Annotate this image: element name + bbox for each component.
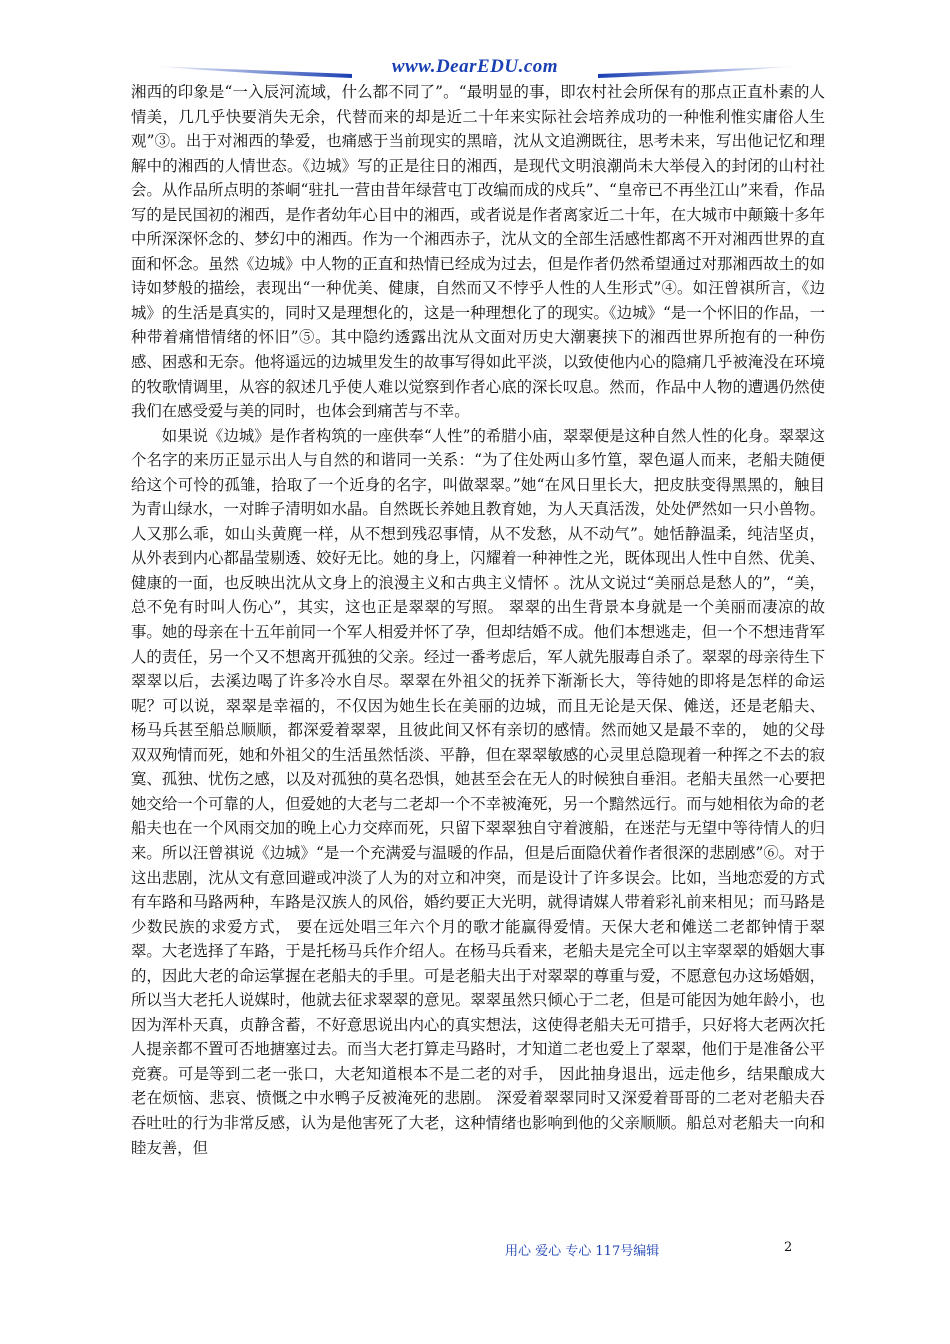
paragraph-2: 如果说《边城》是作者构筑的一座供奉“人性”的希腊小庙，翠翠便是这种自然人性的化身。翠翠这个名字的来历正显示出人与自然的和谐同一关系：“为了住处两山多竹篁，翠色逼人而来，老船夫随便给这个可怜的孤雏，拾取了一个近身的名字，叫做翠翠。”她“在风日里长大，把皮肤变得黑黑的，触目为青山绿水，一对眸子清明如水晶。自然既长养她且教育她，为人天真活泼，处处俨然如一只小兽物。人又那么乖，如山头黄麂一样，从不想到残忍事情，从不发愁，从不动气”。她恬静温柔，纯洁坚贞，从外表到内心都晶莹剔透、姣好无比。她的身上，闪耀着一种神性之光，既体现出人性中自然、优美、健康的一面，也反映出沈从文身上的浪漫主义和古典主义情怀 。沈从文说过“美丽总是愁人的”，“美，总不免有时叫人伤心”，其实，这也正是翠翠的写照。 翠翠的出生背景本身就是一个美丽而凄凉的故事。她的母亲在十五年前同一个军人相爱并怀了孕，但却结婚不成。他们本想逃走，但一个不想违背军人的责任，另一个又不想离开孤独的父亲。经过一番考虑后，军人就先服毒自杀了。翠翠的母亲待生下翠翠以后，去溪边喝了许多冷水自尽。翠翠在外祖父的抚养下渐渐长大，等待她的即将是怎样的命运呢？可以说，翠翠是幸福的，不仅因为她生长在美丽的边城，而且无论是天保、傩送，还是老船夫、 杨马兵甚至船总顺顺，都深爱着翠翠，且彼此间又怀有亲切的感情。然而她又是最不幸的， 她的父母双双殉情而死，她和外祖父的生活虽然恬淡、平静，但在翠翠敏感的心灵里总隐现着一种挥之不去的寂寞、孤独、忧伤之感，以及对孤独的莫名恐惧，她甚至会在无人的时候独自垂泪。老船夫虽然一心要把她交给一个可靠的人，但爱她的大老与二老却一个不幸被淹死，另一个黯然远行。而与她相依为命的老船夫也在一个风雨交加的晚上心力交瘁而死，只留下翠翠独自守着渡船，在迷茫与无望中等待情人的归来。所以汪曾祺说《边城》“是一个充满爱与温暖的作品，但是后面隐伏着作者很深的悲剧感”⑥。对于这出悲剧，沈从文有意回避或冲淡了人为的对立和冲突，而是设计了许多误会。比如，当地恋爱的方式有车路和马路两种，车路是汉族人的风俗，婚约要正大光明，就得请媒人带着彩礼前来相见；而马路是少数民族的求爱方式， 要在远处唱三年六个月的歌才能赢得爱情。天保大老和傩送二老都钟情于翠翠。大老选择了车路，于是托杨马兵作介绍人。在杨马兵看来，老船夫是完全可以主宰翠翠的婚姻大事的，因此大老的命运掌握在老船夫的手里。可是老船夫出于对翠翠的尊重与爱，不愿意包办这场婚姻，所以当大老托人说媒时，他就去征求翠翠的意见。翠翠虽然只倾心于二老，但是可能因为她年龄小，也因为浑朴天真，贞静含蓄，不好意思说出内心的真实想法，这使得老船夫无可措手，只好将大老两次托人提亲都不置可否地搪塞过去。而当大老打算走马路时，才知道二老也爱上了翠翠，他们于是准备公平竞赛。可是等到二老一张口，大老知道根本不是二老的对手， 因此抽身退出，远走他乡，结果酿成大老在烦恼、悲哀、愤慨之中水鸭子反被淹死的悲剧。 深爱着翠翠同时又深爱着哥哥的二老对老船夫吞吞吐吐的行为非常反感，认为是他害死了大老，这种情绪也影响到他的父亲顺顺。船总对老船夫一向和睦友善，但 [131, 426, 825, 1157]
page-number: 2 [784, 1240, 793, 1255]
site-url[interactable]: www.DearEDU.com [391, 56, 559, 77]
footer-credit: 用心 爱心 专心 117号编辑 [505, 1244, 660, 1259]
paragraph-1: 湘西的印象是“一入辰河流域，什么都不同了”。“最明显的事，即农村社会所保有的那点正直朴素的人情美，几几乎快要消失无余，代替而来的却是近二十年来实际社会培养成功的一种惟利惟实庸俗人生观”③。出于对湘西的挚爱，也痛感于当前现实的黑暗，沈从文追溯既往，思考未来，写出他记忆和理解中的湘西的人情世态。《边城》写的正是往日的湘西，是现代文明浪潮尚未大举侵入的封闭的山村社会。从作品所点明的茶峒“驻扎一营由昔年绿营屯丁改编而成的戍兵”、“皇帝已不再坐江山”来看，作品写的是民国初的湘西，是作者幼年心目中的湘西，或者说是作者离家近二十年，在大城市中颠簸十多年中所深深怀念的、梦幻中的湘西。作为一个湘西赤子，沈从文的全部生活感性都离不开对湘西世界的直面和怀念。虽然《边城》中人物的正直和热情已经成为过去，但是作者仍然希望通过对那湘西故土的如诗如梦般的描绘，表现出“一种优美、健康，自然而又不悖乎人性的人生形式”④。如汪曾祺所言，《边城》的生活是真实的，同时又是理想化的，这是一种理想化了的现实。《边城》“是一个怀旧的作品，一种带着痛惜情绪的怀旧”⑤。其中隐约透露出沈从文面对历史大潮裹挟下的湘西世界所抱有的一种伤感、困惑和无奈。他将遥远的边城里发生的故事写得如此平淡，以致使他内心的隐痛几乎被淹没在环境的牧歌情调里，从容的叙述几乎使人难以觉察到作者心底的深长叹息。然而，作品中人物的遭遇仍然使我们在感受爱与美的同时，也体会到痛苦与不幸。 [131, 83, 825, 421]
article-body [131, 80, 825, 1160]
